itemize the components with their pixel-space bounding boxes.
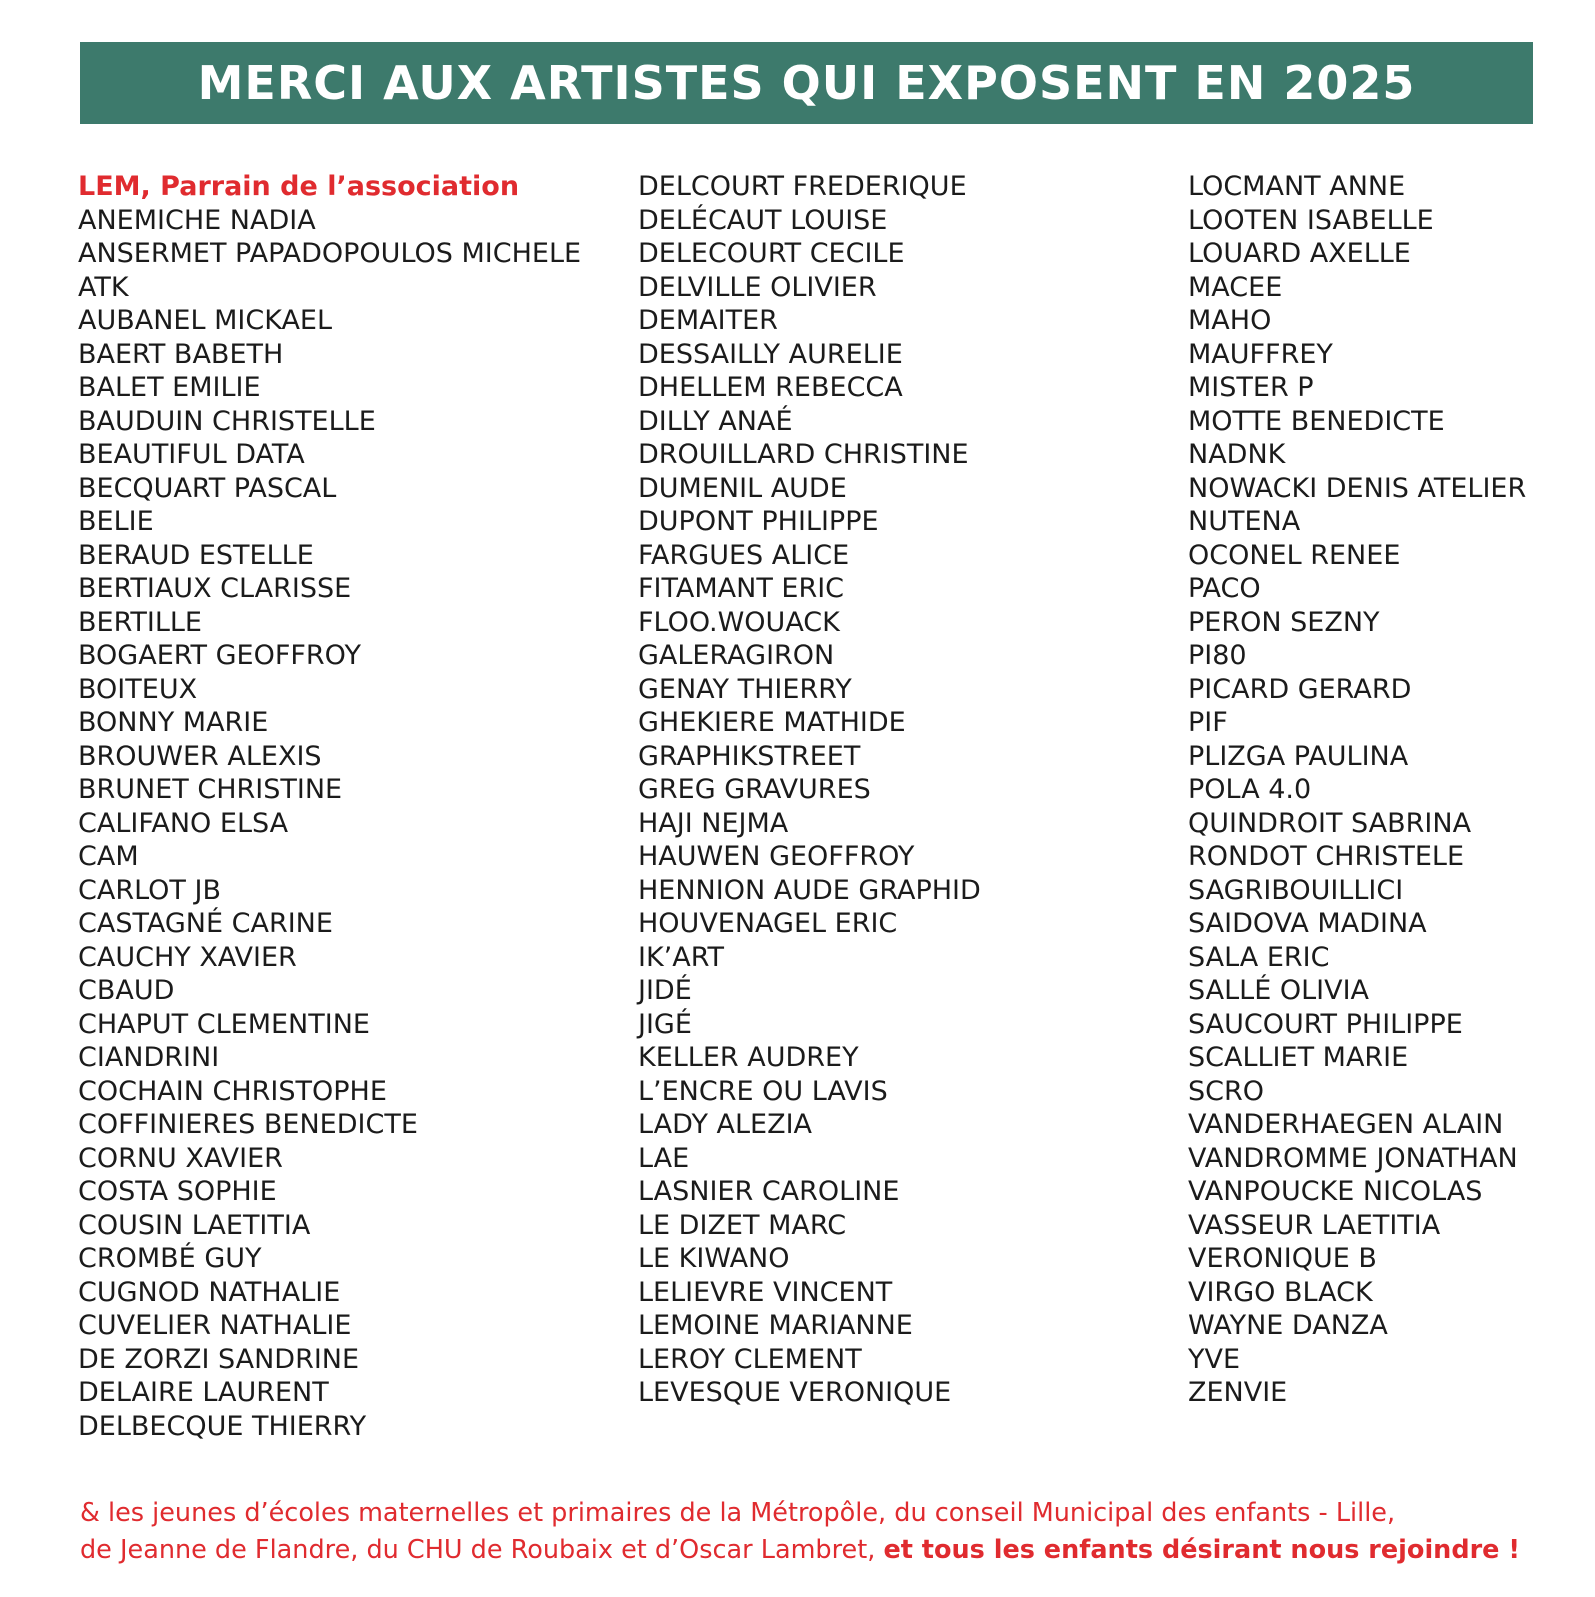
artist-name: NADNK [1188,439,1286,470]
artist-name: VASSEUR LAETITIA [1188,1209,1441,1241]
artist-name: DILLY ANAÉ [638,405,793,437]
artist-name: DELBECQUE THIERRY [78,1410,367,1442]
artist-name: L’ENCRE OU LAVIS [638,1075,888,1107]
artist-name: CALIFANO ELSA [78,807,289,839]
artist-name: SALA ERIC [1188,941,1330,973]
artist-name: YVE [1188,1343,1241,1375]
artist-column-3 [1188,170,1526,1410]
artist-name: RONDOT CHRISTELE [1188,841,1464,872]
artist-name: LOOTEN ISABELLE [1188,204,1434,236]
sponsor-label: LEM, Parrain de l’association [78,171,520,202]
artist-name: DEMAITER [638,305,778,336]
artist-name: ATK [78,271,129,303]
artist-name: DESSAILLY AURELIE [638,338,903,370]
artist-name: BALET EMILIE [78,372,261,403]
footer-line-1: & les jeunes d’écoles maternelles et primaires de la Métropôle, du conseil Municipal des enfants - Lille, [80,1498,1396,1528]
artist-name: WAYNE DANZA [1188,1310,1388,1341]
artist-name: NUTENA [1188,506,1301,537]
artist-name: DELVILLE OLIVIER [638,271,877,303]
artist-name: CIANDRINI [78,1042,220,1073]
artist-name: CAM [78,841,139,872]
artist-name: LOCMANT ANNE [1188,171,1406,202]
artist-name: VIRGO BLACK [1188,1276,1373,1308]
artist-name: DROUILLARD CHRISTINE [638,439,969,470]
artist-name: BONNY MARIE [78,707,269,738]
artist-name: PIF [1188,707,1228,738]
artist-name: COFFINIERES BENEDICTE [78,1109,418,1140]
artist-name: BERTILLE [78,606,202,638]
artist-name: BERTIAUX CLARISSE [78,573,352,604]
artist-name: DELECOURT CECILE [638,238,905,269]
artist-name: SALLÉ OLIVIA [1188,975,1369,1006]
artist-name: BECQUART PASCAL [78,472,337,504]
artist-name: HAJI NEJMA [638,807,789,839]
artist-name: LASNIER CAROLINE [638,1176,900,1207]
artist-name: ANSERMET PAPADOPOULOS MICHELE [78,238,582,269]
artist-name: JIDÉ [638,975,692,1006]
artist-name: DE ZORZI SANDRINE [78,1343,360,1375]
artist-name: LEROY CLEMENT [638,1343,862,1375]
artist-name: SCRO [1188,1075,1265,1107]
artist-name: BOITEUX [78,673,198,705]
artist-name: SAGRIBOUILLICI [1188,874,1404,906]
artist-name: DHELLEM REBECCA [638,372,903,403]
artist-column-2 [638,170,981,1410]
artist-name: LEVESQUE VERONIQUE [638,1377,952,1408]
artist-name: GRAPHIKSTREET [638,740,861,772]
artist-name: VANPOUCKE NICOLAS [1188,1176,1483,1207]
artist-name: VERONIQUE B [1188,1243,1377,1274]
artist-name: COUSIN LAETITIA [78,1209,311,1241]
artist-name: BERAUD ESTELLE [78,539,314,571]
artist-name: MISTER P [1188,372,1314,403]
artist-name: NOWACKI DENIS ATELIER [1188,472,1527,504]
artist-name: LELIEVRE VINCENT [638,1276,893,1308]
header-banner [80,42,1533,124]
artist-name: CARLOT JB [78,874,221,906]
artist-name: DUPONT PHILIPPE [638,506,879,537]
artist-name: LAE [638,1142,690,1174]
artist-name: PICARD GERARD [1188,673,1412,705]
artist-name: ZENVIE [1188,1377,1288,1408]
artist-name: CORNU XAVIER [78,1142,283,1174]
artist-name: BAUDUIN CHRISTELLE [78,405,376,437]
footer-line-2-regular: de Jeanne de Flandre, du CHU de Roubaix et d’Oscar Lambret, [80,1535,884,1565]
artist-name: MAHO [1188,305,1272,336]
artist-name: CASTAGNÉ CARINE [78,908,333,939]
artist-name: PI80 [1188,640,1247,671]
artist-name: BELIE [78,506,154,537]
artist-name: SCALLIET MARIE [1188,1042,1409,1073]
artist-name: CUVELIER NATHALIE [78,1310,352,1341]
artist-name: HENNION AUDE GRAPHID [638,874,981,906]
artist-name: SAUCOURT PHILIPPE [1188,1008,1463,1040]
artist-name: FITAMANT ERIC [638,573,845,604]
artist-name: POLA 4.0 [1188,774,1312,805]
artist-name: CBAUD [78,975,175,1006]
artist-name: GHEKIERE MATHIDE [638,707,906,738]
artist-name: PLIZGA PAULINA [1188,740,1409,772]
artist-name: BROUWER ALEXIS [78,740,322,772]
artist-name: VANDROMME JONATHAN [1188,1142,1518,1174]
artist-name: PACO [1188,573,1261,604]
artist-name: LEMOINE MARIANNE [638,1310,913,1341]
artist-name: CHAPUT CLEMENTINE [78,1008,370,1040]
artist-name: VANDERHAEGEN ALAIN [1188,1109,1504,1140]
artist-name: BRUNET CHRISTINE [78,774,343,805]
artist-name: MAUFFREY [1188,338,1333,370]
artist-name: CUGNOD NATHALIE [78,1276,341,1308]
artist-name: LADY ALEZIA [638,1109,813,1140]
artist-name: HOUVENAGEL ERIC [638,908,898,939]
artist-name: DELÉCAUT LOUISE [638,204,888,236]
artist-name: OCONEL RENEE [1188,539,1401,571]
artist-name: FLOO.WOUACK [638,606,840,638]
footer-line-2 [80,1532,1560,1569]
artist-name: BOGAERT GEOFFROY [78,640,361,671]
artist-name: MOTTE BENEDICTE [1188,405,1445,437]
artist-name: QUINDROIT SABRINA [1188,807,1472,839]
artist-name: DELAIRE LAURENT [78,1377,329,1408]
artist-name: COSTA SOPHIE [78,1176,277,1207]
page-title: MERCI AUX ARTISTES QUI EXPOSENT EN 2025 [197,56,1416,110]
artist-name: IK’ART [638,941,725,973]
artist-name: KELLER AUDREY [638,1042,859,1073]
artist-name: BAERT BABETH [78,338,284,370]
footer-line-2-bold: et tous les enfants désirant nous rejoindre ! [883,1535,1520,1565]
artist-name: LOUARD AXELLE [1188,238,1411,269]
artist-name: HAUWEN GEOFFROY [638,841,915,872]
artist-name: CROMBÉ GUY [78,1243,262,1274]
artist-name: GENAY THIERRY [638,673,852,705]
artist-name: GALERAGIRON [638,640,835,671]
artist-name: ANEMICHE NADIA [78,204,316,236]
artist-column-1 [78,170,581,1443]
artist-name: DELCOURT FREDERIQUE [638,171,967,202]
artist-name: DUMENIL AUDE [638,472,847,504]
artist-name: COCHAIN CHRISTOPHE [78,1075,387,1107]
artist-name: GREG GRAVURES [638,774,871,805]
artist-name: LE DIZET MARC [638,1209,847,1241]
artist-name: MACEE [1188,271,1283,303]
artist-name: LE KIWANO [638,1243,790,1274]
footer-note [80,1495,1560,1569]
artist-name: JIGÉ [638,1008,692,1040]
artist-name: PERON SEZNY [1188,606,1380,638]
artist-name: BEAUTIFUL DATA [78,439,305,470]
artist-name: AUBANEL MICKAEL [78,305,333,336]
artist-name: CAUCHY XAVIER [78,941,297,973]
artist-name: FARGUES ALICE [638,539,850,571]
artist-name: SAIDOVA MADINA [1188,908,1427,939]
